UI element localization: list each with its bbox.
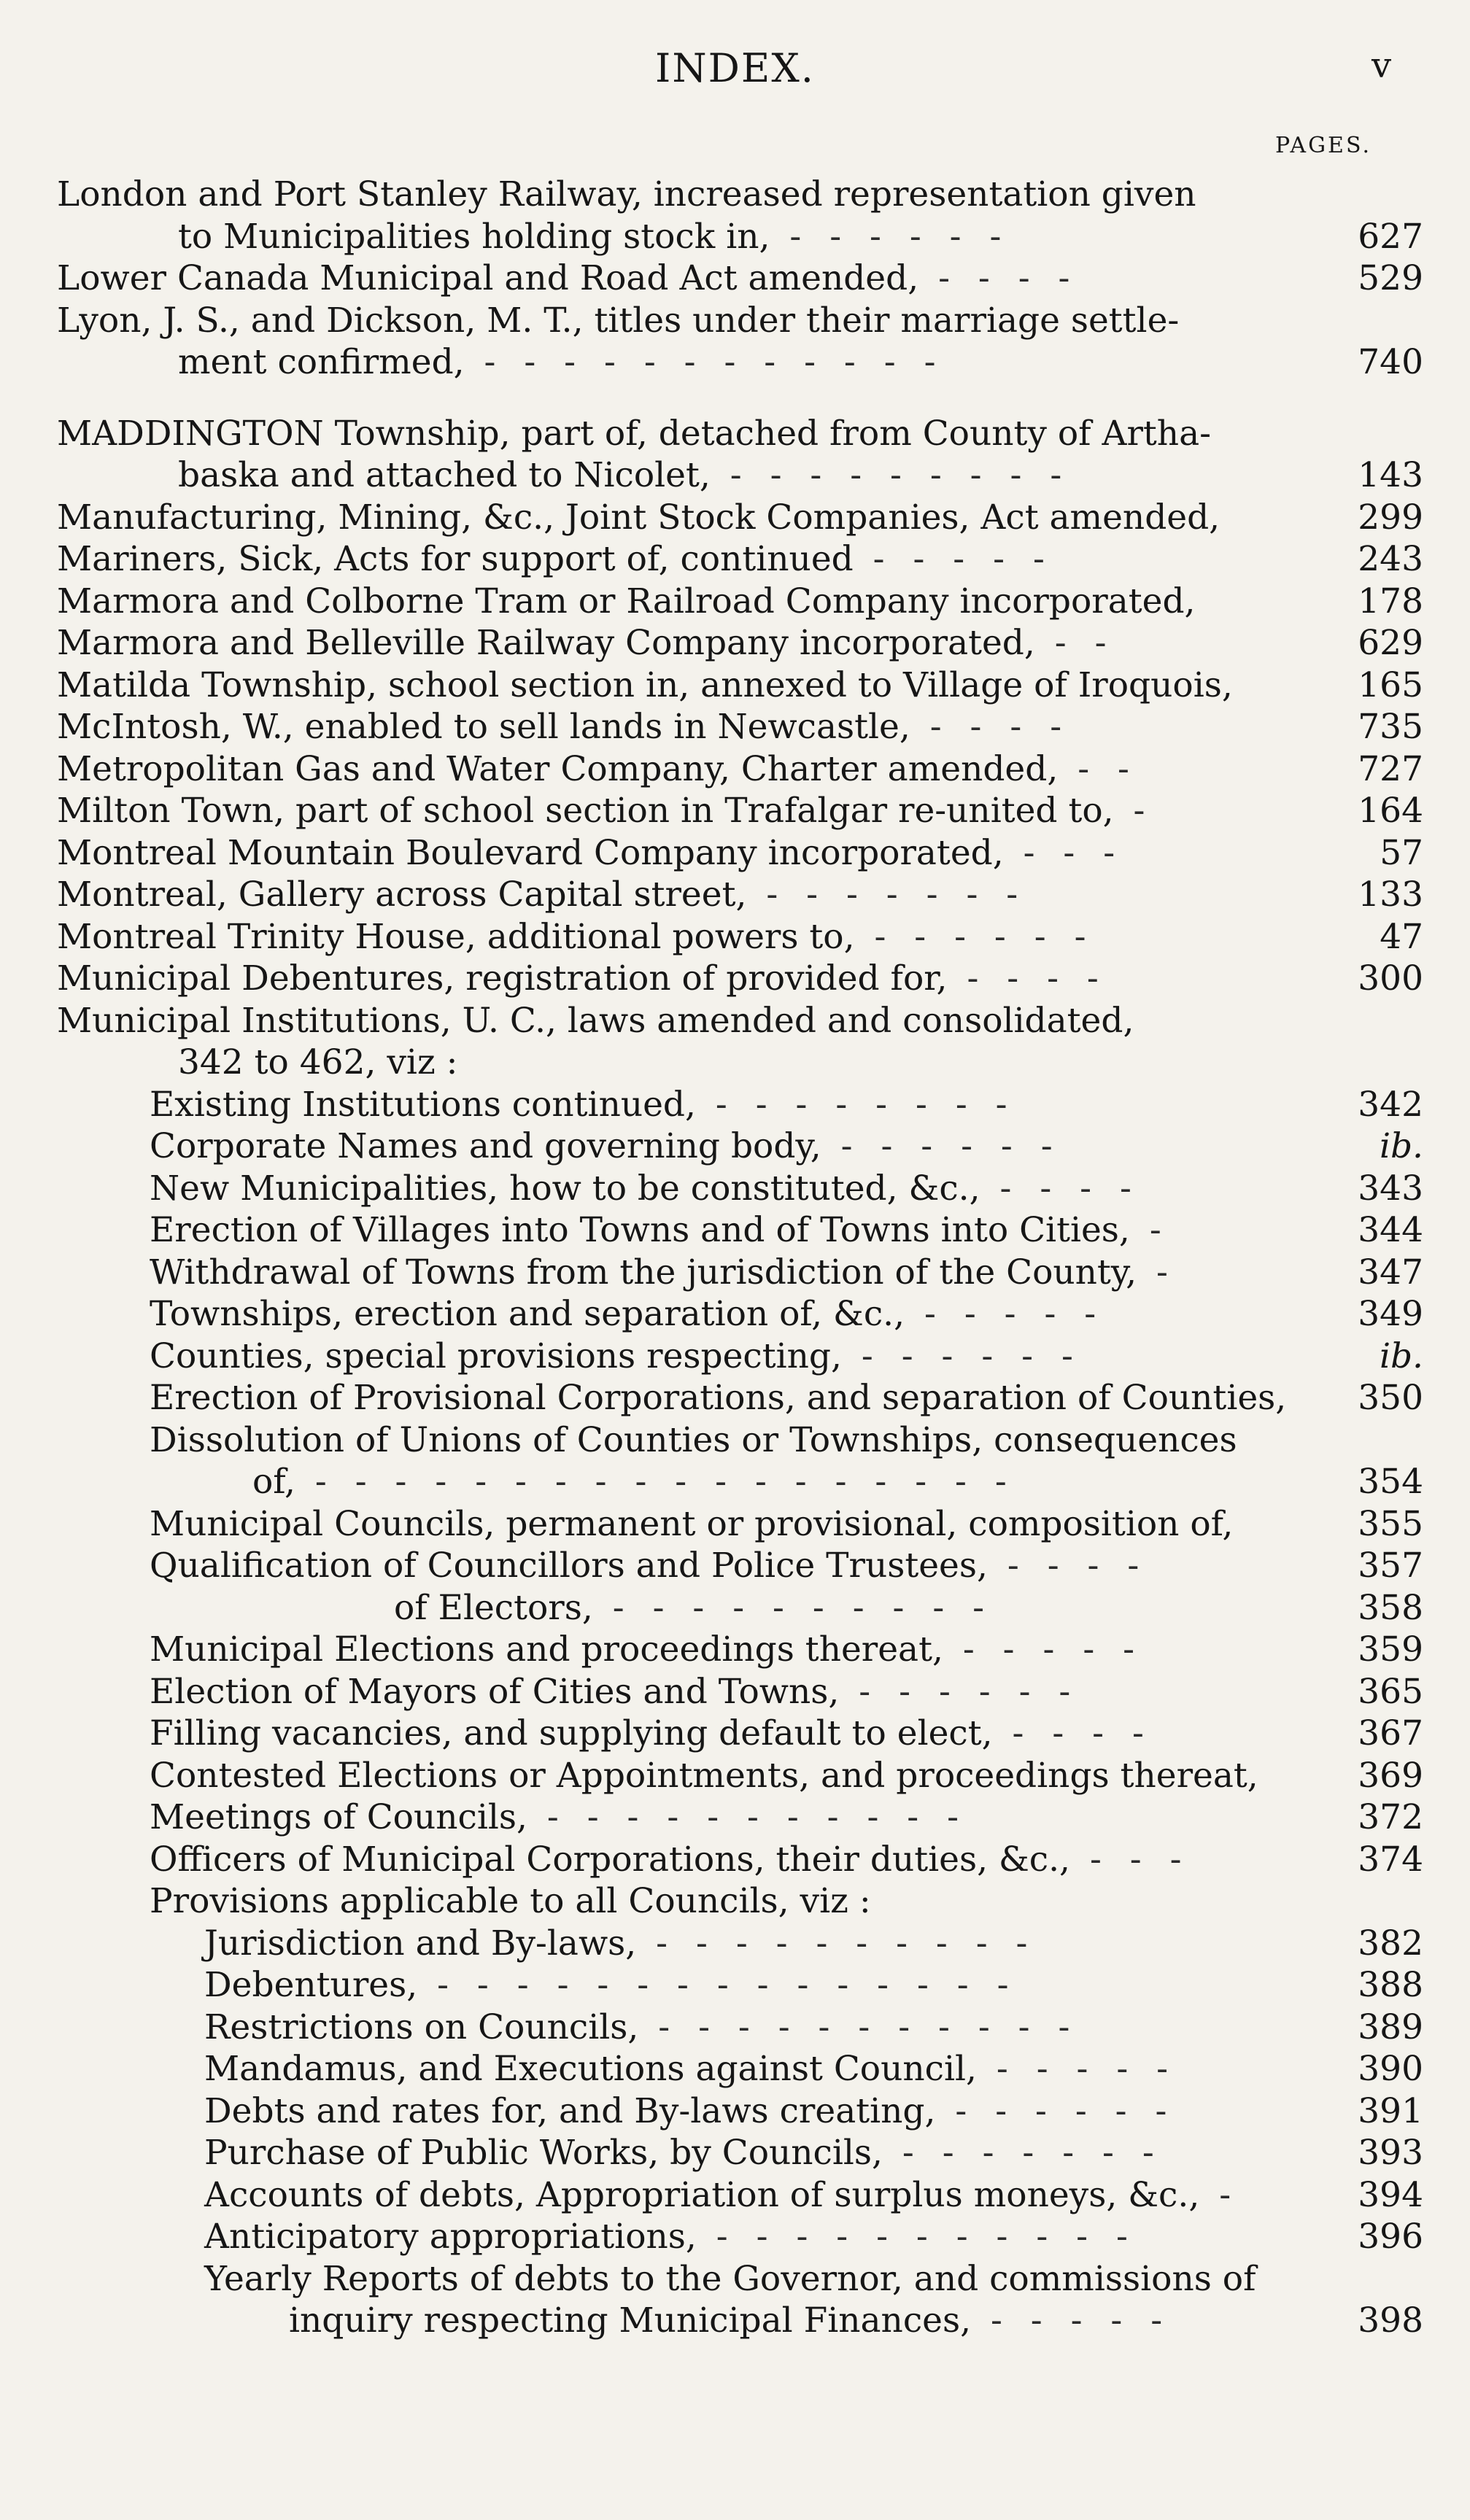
index-entry: [0, 581, 1470, 623]
entry-text: [57, 300, 1179, 342]
dot-leader: -: [1199, 2174, 1240, 2215]
dot-leader: - - - -: [980, 1168, 1140, 1209]
entry-label: Withdrawal of Towns from the jurisdiction of the County,: [150, 1252, 1137, 1292]
entry-page-number: 143: [1358, 455, 1423, 495]
entry-label: Municipal Councils, permanent or provisional, composition of,: [150, 1503, 1234, 1544]
entry-label: Debentures,: [204, 1965, 418, 2005]
dot-leader: - - - - - - - - -: [710, 455, 1071, 495]
entry-text: [57, 748, 1138, 791]
dot-leader: - - -: [1003, 832, 1124, 873]
index-entry: [0, 2132, 1470, 2174]
entry-label: Townships, erection and separation of, &c.,: [150, 1294, 905, 1334]
dot-leader: - - - -: [992, 1713, 1153, 1753]
index-entry: [0, 1964, 1470, 2007]
dot-leader: - - - - - - -: [746, 875, 1027, 915]
dot-leader: - - - - - - - - - - -: [527, 1797, 967, 1837]
index-entry: [0, 832, 1470, 875]
entry-label: Municipal Institutions, U. C., laws amended and consolidated,: [57, 1000, 1134, 1041]
entry-page-number: 358: [1358, 1587, 1423, 1628]
entry-label: Manufacturing, Mining, &c., Joint Stock Companies, Act amended,: [57, 497, 1221, 538]
entry-label: Existing Institutions continued,: [150, 1084, 696, 1125]
entry-text: [204, 2258, 1256, 2300]
index-entry: [0, 300, 1470, 342]
index-entry: [0, 2048, 1470, 2090]
entry-label: baska and attached to Nicolet,: [178, 455, 711, 495]
entry-page-number: 388: [1358, 1965, 1423, 2005]
entry-label: Qualification of Councillors and Police Trustees,: [150, 1546, 988, 1586]
index-entry: [0, 748, 1470, 791]
entry-page-number: ib.: [1379, 1335, 1423, 1376]
entry-page-number: 359: [1358, 1629, 1423, 1670]
index-entry: [0, 341, 1470, 384]
index-entry: [0, 1629, 1470, 1671]
entry-text: [150, 1880, 871, 1923]
index-entry: [0, 2174, 1470, 2217]
entry-page-number: 165: [1358, 664, 1423, 705]
entry-label: Restrictions on Councils,: [204, 2007, 639, 2047]
entry-text: [150, 1252, 1177, 1294]
index-entry: [0, 1042, 1470, 1084]
entry-text: [57, 706, 1070, 748]
dot-leader: - - - - -: [905, 1294, 1105, 1334]
index-entry: [0, 1880, 1470, 1923]
index-entry: [0, 664, 1470, 707]
entry-page-number: 372: [1358, 1797, 1423, 1837]
entry-label: Montreal Trinity House, additional powers to,: [57, 916, 855, 957]
dot-leader: - - - -: [987, 1546, 1148, 1586]
entry-page-number: 164: [1358, 791, 1423, 831]
entry-page-number: 342: [1358, 1084, 1423, 1125]
index-entry: [0, 2216, 1470, 2258]
dot-leader: - - - - - - - - - - -: [638, 2007, 1079, 2047]
entry-label: Contested Elections or Appointments, and proceedings thereat,: [150, 1755, 1258, 1796]
entry-label: Yearly Reports of debts to the Governor, and commissions of: [204, 2258, 1256, 2299]
pages-column-label: PAGES.: [1275, 133, 1372, 158]
entry-label: Erection of Villages into Towns and of Towns into Cities,: [150, 1210, 1130, 1250]
entry-text: [57, 581, 1195, 623]
entry-page-number: 357: [1358, 1546, 1423, 1586]
entry-text: [204, 1964, 1017, 2007]
dot-leader: - - - - - - - - - - - - - - -: [417, 1965, 1018, 2005]
entry-text: [57, 916, 1094, 958]
entry-page-number: 629: [1358, 623, 1423, 663]
dot-leader: - - - - - -: [854, 916, 1095, 957]
index-entry: [0, 2258, 1470, 2300]
index-entry: [0, 1461, 1470, 1503]
dot-leader: - - - - - - - - - - - - - - - - - -: [295, 1462, 1016, 1502]
entry-page-number: 529: [1358, 258, 1423, 298]
entry-text: [204, 2132, 1163, 2174]
entry-text: [57, 958, 1107, 1000]
index-entry: [0, 622, 1470, 664]
entry-label: MADDINGTON Township, part of, detached from County of Artha-: [57, 413, 1211, 454]
entry-page-number: 627: [1358, 216, 1423, 257]
entry-text: [204, 1923, 1036, 1965]
entry-text: [57, 622, 1115, 664]
entry-text: [178, 1042, 457, 1084]
entry-text: [57, 413, 1211, 455]
entry-label: Election of Mayors of Cities and Towns,: [150, 1671, 840, 1712]
entry-label: of Electors,: [394, 1587, 593, 1628]
entry-text: [150, 1419, 1237, 1462]
dot-leader: -: [1129, 1210, 1170, 1250]
entry-page-number: 343: [1358, 1168, 1423, 1209]
entry-label: to Municipalities holding stock in,: [178, 216, 770, 257]
index-entry: [0, 1671, 1470, 1713]
entry-text: [204, 2007, 1078, 2049]
index-entry: [0, 790, 1470, 832]
dot-leader: - - - -: [918, 258, 1079, 298]
index-entry: [0, 1419, 1470, 1462]
index-entry: [0, 2090, 1470, 2133]
entry-label: New Municipalities, how to be constituted, &c.,: [150, 1168, 980, 1209]
entry-page-number: 300: [1358, 958, 1423, 999]
page-number: v: [1372, 45, 1392, 86]
entry-label: ment confirmed,: [178, 342, 465, 382]
entry-text: [150, 1755, 1258, 1797]
entry-label: Municipal Debentures, registration of provided for,: [57, 958, 948, 999]
entry-text: [57, 832, 1123, 875]
index-entry: [0, 1125, 1470, 1168]
dot-leader: - - - - - - - - - - -: [696, 2217, 1137, 2257]
index-entry: [0, 874, 1470, 916]
entry-label: inquiry respecting Municipal Finances,: [289, 2300, 972, 2341]
index-entry: [0, 1000, 1470, 1042]
entry-page-number: 178: [1358, 581, 1423, 621]
entry-text: [150, 1713, 1153, 1755]
entry-label: Filling vacancies, and supplying default to elect,: [150, 1713, 993, 1753]
dot-leader: - - - - - -: [839, 1671, 1080, 1712]
entry-page-number: 350: [1358, 1378, 1423, 1418]
index-entry: [0, 1293, 1470, 1335]
entry-label: Montreal Mountain Boulevard Company incorporated,: [57, 832, 1004, 873]
entry-page-number: 243: [1358, 539, 1423, 579]
entry-label: London and Port Stanley Railway, increased representation given: [57, 174, 1196, 214]
entry-label: Lower Canada Municipal and Road Act amended,: [57, 258, 919, 298]
dot-leader: - - - - -: [971, 2300, 1172, 2341]
index-entry: [0, 706, 1470, 748]
dot-leader: - - - - - - - - - -: [636, 1923, 1037, 1963]
entry-page-number: 344: [1358, 1210, 1423, 1250]
entry-page-number: 382: [1358, 1923, 1423, 1963]
entry-label: Provisions applicable to all Councils, viz :: [150, 1881, 871, 1921]
index-entry: [0, 2007, 1470, 2049]
entry-page-number: 299: [1358, 497, 1423, 538]
entry-text: [150, 1335, 1082, 1378]
index-entry: [0, 1923, 1470, 1965]
dot-leader: - - - - -: [853, 539, 1053, 579]
entry-page-number: 133: [1358, 875, 1423, 915]
index-entry: [0, 454, 1470, 497]
entry-page-number: 740: [1358, 342, 1423, 382]
entry-page-number: 396: [1358, 2217, 1423, 2257]
entry-text: [394, 1587, 993, 1629]
dot-leader: - - - - -: [976, 2049, 1177, 2089]
dot-leader: - - - - - -: [935, 2090, 1176, 2131]
entry-page-number: 394: [1358, 2174, 1423, 2215]
index-entry: [0, 1335, 1470, 1378]
entry-label: Erection of Provisional Corporations, and separation of Counties,: [150, 1378, 1287, 1418]
entry-page-number: ib.: [1379, 1126, 1423, 1166]
entry-text: [178, 341, 944, 384]
page-title: INDEX.: [655, 45, 815, 91]
entry-label: Debts and rates for, and By-laws creating,: [204, 2090, 936, 2131]
entry-text: [57, 257, 1078, 300]
dot-leader: - - - - - -: [841, 1335, 1082, 1376]
entry-label: Corporate Names and governing body,: [150, 1126, 821, 1166]
index-entry: [0, 216, 1470, 258]
dot-leader: - - - - -: [943, 1629, 1144, 1670]
entry-page-number: 367: [1358, 1713, 1423, 1753]
entry-text: [204, 2090, 1175, 2133]
entry-text: [150, 1503, 1233, 1546]
entry-label: Milton Town, part of school section in Trafalgar re-united to,: [57, 791, 1114, 831]
entry-page-number: 735: [1358, 707, 1423, 747]
entry-page-number: 57: [1380, 832, 1423, 873]
entry-page-number: 727: [1358, 748, 1423, 789]
entry-text: [204, 2048, 1177, 2090]
entry-page-number: 355: [1358, 1503, 1423, 1544]
index-entry: [0, 1755, 1470, 1797]
entry-text: [57, 538, 1053, 581]
index-entry: [0, 1377, 1470, 1419]
entry-page-number: 374: [1358, 1839, 1423, 1880]
index-entry: [0, 1713, 1470, 1755]
entry-page-number: 391: [1358, 2090, 1423, 2131]
index-entry: [0, 2300, 1470, 2342]
entry-label: Counties, special provisions respecting,: [150, 1335, 842, 1376]
dot-leader: - - - -: [947, 958, 1107, 999]
entry-label: Accounts of debts, Appropriation of surplus moneys, &c.,: [204, 2174, 1200, 2215]
dot-leader: - - - - - -: [770, 216, 1010, 257]
entry-text: [150, 1629, 1143, 1671]
entry-page-number: 369: [1358, 1755, 1423, 1796]
entry-text: [178, 454, 1070, 497]
index-entry: [0, 1587, 1470, 1629]
entry-label: Anticipatory appropriations,: [204, 2217, 697, 2257]
dot-leader: - - - - - - - - - - - -: [464, 342, 945, 382]
entry-text: [150, 1293, 1105, 1335]
entry-text: [150, 1839, 1190, 1881]
dot-leader: - - - - - - - - - -: [592, 1587, 994, 1628]
entry-text: [150, 1125, 1061, 1168]
entry-text: [150, 1084, 1016, 1126]
dot-leader: - - -: [1070, 1839, 1191, 1880]
entry-page-number: 349: [1358, 1294, 1423, 1334]
entry-label: Meetings of Councils,: [150, 1797, 527, 1837]
entry-text: [150, 1209, 1170, 1252]
entry-text: [178, 216, 1010, 258]
entry-label: Lyon, J. S., and Dickson, M. T., titles under their marriage settle-: [57, 300, 1180, 341]
dot-leader: - -: [1058, 748, 1138, 789]
dot-leader: - -: [1034, 623, 1115, 663]
index-entry: [0, 1168, 1470, 1210]
entry-label: Matilda Township, school section in, annexed to Village of Iroquois,: [57, 664, 1233, 705]
entry-label: Metropolitan Gas and Water Company, Charter amended,: [57, 748, 1059, 789]
index-entry: [0, 958, 1470, 1000]
entry-label: Marmora and Belleville Railway Company incorporated,: [57, 623, 1035, 663]
entry-text: [150, 1796, 967, 1839]
entry-page-number: 347: [1358, 1252, 1423, 1292]
entry-page-number: 393: [1358, 2133, 1423, 2173]
entry-text: [204, 2174, 1239, 2217]
entry-text: [150, 1168, 1140, 1210]
entry-label: Municipal Elections and proceedings thereat,: [150, 1629, 943, 1670]
entry-text: [204, 2216, 1137, 2258]
entry-label: Marmora and Colborne Tram or Railroad Company incorporated,: [57, 581, 1196, 621]
entry-label: Purchase of Public Works, by Councils,: [204, 2133, 883, 2173]
entry-page-number: 389: [1358, 2007, 1423, 2047]
dot-leader: -: [1113, 791, 1154, 831]
entry-text: [252, 1461, 1016, 1503]
index-entry: [0, 413, 1470, 455]
entry-label: Mandamus, and Executions against Council,: [204, 2049, 977, 2089]
entry-text: [150, 1377, 1286, 1419]
index-entry: [0, 538, 1470, 581]
entry-text: [57, 874, 1026, 916]
entry-label: Dissolution of Unions of Counties or Townships, consequences: [150, 1419, 1237, 1460]
entry-text: [57, 497, 1220, 539]
index-entry: [0, 174, 1470, 216]
entry-text: [57, 664, 1233, 707]
dot-leader: -: [1137, 1252, 1177, 1292]
entry-page-number: 398: [1358, 2300, 1423, 2341]
entry-text: [150, 1671, 1079, 1713]
index-entry: [0, 916, 1470, 958]
index-entry: [0, 1084, 1470, 1126]
index-entry: [0, 1252, 1470, 1294]
index-entry: [0, 1209, 1470, 1252]
entry-label: 342 to 462, viz :: [178, 1042, 458, 1082]
dot-leader: - - - - - - - -: [695, 1084, 1016, 1125]
dot-leader: - - - -: [910, 707, 1071, 747]
index-entry: [0, 1839, 1470, 1881]
dot-leader: - - - - - - -: [882, 2133, 1163, 2173]
entry-label: Jurisdiction and By-laws,: [204, 1923, 637, 1963]
entry-label: Mariners, Sick, Acts for support of, continued: [57, 539, 854, 579]
entry-label: McIntosh, W., enabled to sell lands in Newcastle,: [57, 707, 910, 747]
index-entry: [0, 1796, 1470, 1839]
index-entry: [0, 1503, 1470, 1546]
entry-label: Montreal, Gallery across Capital street,: [57, 875, 747, 915]
entry-page-number: 390: [1358, 2049, 1423, 2089]
entry-label: Officers of Municipal Corporations, their duties, &c.,: [150, 1839, 1071, 1880]
index-entry: [0, 497, 1470, 539]
entry-text: [57, 790, 1153, 832]
index-entry: [0, 1545, 1470, 1587]
entry-label: of,: [252, 1462, 295, 1502]
index-entry: [0, 257, 1470, 300]
entry-text: [57, 1000, 1134, 1042]
entry-text: [150, 1545, 1148, 1587]
dot-leader: - - - - - -: [821, 1126, 1061, 1166]
index-entries: [0, 174, 1470, 2342]
entry-text: [57, 174, 1196, 216]
entry-page-number: 354: [1358, 1462, 1423, 1502]
entry-page-number: 365: [1358, 1671, 1423, 1712]
entry-text: [289, 2300, 1171, 2342]
entry-page-number: 47: [1380, 916, 1423, 957]
